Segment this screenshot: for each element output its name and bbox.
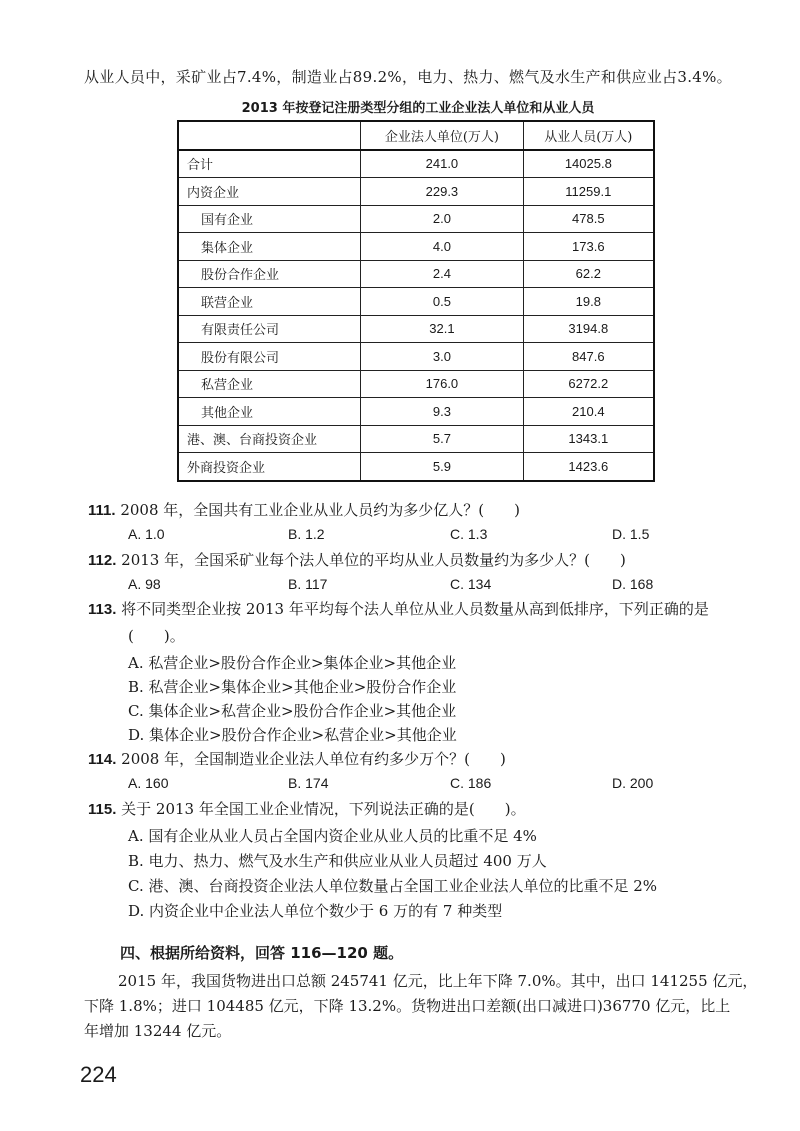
- option-a[interactable]: A. 98: [128, 576, 161, 592]
- question-number: 114.: [88, 751, 117, 768]
- row-units: 9.3: [361, 398, 523, 426]
- row-units: 176.0: [361, 370, 523, 398]
- question-text: 关于 2013 年全国工业企业情况，下列说法正确的是( )。: [121, 800, 526, 818]
- row-units: 0.5: [361, 288, 523, 316]
- question-number: 112.: [88, 552, 117, 569]
- option-d[interactable]: D. 168: [612, 576, 654, 592]
- table-row: [178, 315, 654, 343]
- row-units: 2.4: [361, 260, 523, 288]
- table-row: [178, 178, 654, 206]
- option-b[interactable]: B. 174: [288, 775, 329, 791]
- table-row: [178, 260, 654, 288]
- option-b[interactable]: B. 电力、热力、燃气及水生产和供应业从业人员超过 400 万人: [128, 852, 547, 870]
- table-row: [178, 370, 654, 398]
- option-c[interactable]: C. 134: [450, 576, 492, 592]
- row-label: 联营企业: [178, 288, 361, 316]
- question-113-answer-blank: ( )。: [128, 627, 185, 645]
- question-112-options: [128, 576, 688, 596]
- row-label: 外商投资企业: [178, 453, 361, 481]
- row-label: 股份有限公司: [178, 343, 361, 371]
- option-c[interactable]: C. 1.3: [450, 526, 488, 542]
- row-employees: 3194.8: [523, 315, 654, 343]
- row-employees: 847.6: [523, 343, 654, 371]
- option-d[interactable]: D. 1.5: [612, 526, 650, 542]
- row-label: 国有企业: [178, 205, 361, 233]
- question-111: [88, 499, 520, 520]
- option-a[interactable]: A. 1.0: [128, 526, 165, 542]
- data-table: [177, 120, 655, 482]
- row-label: 私营企业: [178, 370, 361, 398]
- row-units: 4.0: [361, 233, 523, 261]
- option-c[interactable]: C. 186: [450, 775, 492, 791]
- table-row: [178, 425, 654, 453]
- row-employees: 173.6: [523, 233, 654, 261]
- table-row: [178, 205, 654, 233]
- option-b[interactable]: B. 1.2: [288, 526, 325, 542]
- question-text: 2008 年，全国共有工业企业从业人员约为多少亿人？( ): [120, 501, 520, 519]
- table-row: [178, 150, 654, 178]
- question-text: 2013 年，全国采矿业每个法人单位的平均从业人员数量约为多少人？( ): [121, 551, 626, 569]
- question-text: 2008 年，全国制造业企业法人单位有约多少万个？( ): [121, 750, 506, 768]
- row-units: 5.9: [361, 453, 523, 481]
- table-row: [178, 288, 654, 316]
- option-c[interactable]: C. 港、澳、台商投资企业法人单位数量占全国工业企业法人单位的比重不足 2%: [128, 877, 658, 895]
- option-b[interactable]: B. 117: [288, 576, 328, 592]
- row-employees: 62.2: [523, 260, 654, 288]
- question-text: 将不同类型企业按 2013 年平均每个法人单位从业人员数量从高到低排序，下列正确的是: [121, 600, 709, 618]
- question-111-options: [128, 526, 688, 546]
- row-employees: 210.4: [523, 398, 654, 426]
- row-units: 229.3: [361, 178, 523, 206]
- question-114: [88, 748, 506, 769]
- question-112: [88, 549, 626, 570]
- row-employees: 6272.2: [523, 370, 654, 398]
- row-employees: 14025.8: [523, 150, 654, 178]
- section-paragraph-line: 2015 年，我国货物进出口总额 245741 亿元，比上年下降 7.0%。其中，出口 141255 亿元，: [118, 972, 758, 990]
- row-label: 内资企业: [178, 178, 361, 206]
- row-label: 港、澳、台商投资企业: [178, 425, 361, 453]
- header-cell-label: [178, 121, 361, 150]
- option-d[interactable]: D. 集体企业>股份合作企业>私营企业>其他企业: [128, 726, 457, 744]
- row-label: 有限责任公司: [178, 315, 361, 343]
- row-units: 32.1: [361, 315, 523, 343]
- row-employees: 1343.1: [523, 425, 654, 453]
- section-paragraph-line: 年增加 13244 亿元。: [84, 1022, 232, 1040]
- row-employees: 478.5: [523, 205, 654, 233]
- row-units: 5.7: [361, 425, 523, 453]
- option-c[interactable]: C. 集体企业>私营企业>股份合作企业>其他企业: [128, 702, 457, 720]
- section-paragraph-line: 下降 1.8%；进口 104485 亿元，下降 13.2%。货物进出口差额(出口减进口)36770 亿元，比上: [84, 997, 731, 1015]
- table-row: [178, 398, 654, 426]
- row-employees: 11259.1: [523, 178, 654, 206]
- row-units: 2.0: [361, 205, 523, 233]
- question-114-options: [128, 775, 688, 795]
- question-number: 113.: [88, 601, 117, 618]
- option-b[interactable]: B. 私营企业>集体企业>其他企业>股份合作企业: [128, 678, 457, 696]
- row-label: 股份合作企业: [178, 260, 361, 288]
- header-cell-units: 企业法人单位(万人): [361, 121, 523, 150]
- table-title: 2013 年按登记注册类型分组的工业企业法人单位和从业人员: [241, 101, 595, 116]
- header-cell-employees: 从业人员(万人): [523, 121, 654, 150]
- section-heading: 四、根据所给资料，回答 116—120 题。: [120, 944, 404, 962]
- table-row: [178, 453, 654, 481]
- table-header-row: [178, 121, 654, 150]
- row-label: 集体企业: [178, 233, 361, 261]
- option-a[interactable]: A. 私营企业>股份合作企业>集体企业>其他企业: [128, 654, 457, 672]
- question-number: 115.: [88, 801, 117, 818]
- page-number: 224: [80, 1062, 117, 1087]
- question-number: 111.: [88, 502, 116, 519]
- row-label: 其他企业: [178, 398, 361, 426]
- row-employees: 1423.6: [523, 453, 654, 481]
- option-d[interactable]: D. 内资企业中企业法人单位个数少于 6 万的有 7 种类型: [128, 902, 503, 920]
- question-115: [88, 798, 526, 819]
- table-row: [178, 343, 654, 371]
- row-units: 241.0: [361, 150, 523, 178]
- option-a[interactable]: A. 160: [128, 775, 169, 791]
- row-units: 3.0: [361, 343, 523, 371]
- question-113: [88, 598, 709, 619]
- option-d[interactable]: D. 200: [612, 775, 654, 791]
- row-label: 合计: [178, 150, 361, 178]
- row-employees: 19.8: [523, 288, 654, 316]
- intro-text: 从业人员中，采矿业占7.4%，制造业占89.2%，电力、热力、燃气及水生产和供应业占3.4%。: [84, 68, 732, 86]
- option-a[interactable]: A. 国有企业从业人员占全国内资企业从业人员的比重不足 4%: [128, 827, 537, 845]
- table-row: [178, 233, 654, 261]
